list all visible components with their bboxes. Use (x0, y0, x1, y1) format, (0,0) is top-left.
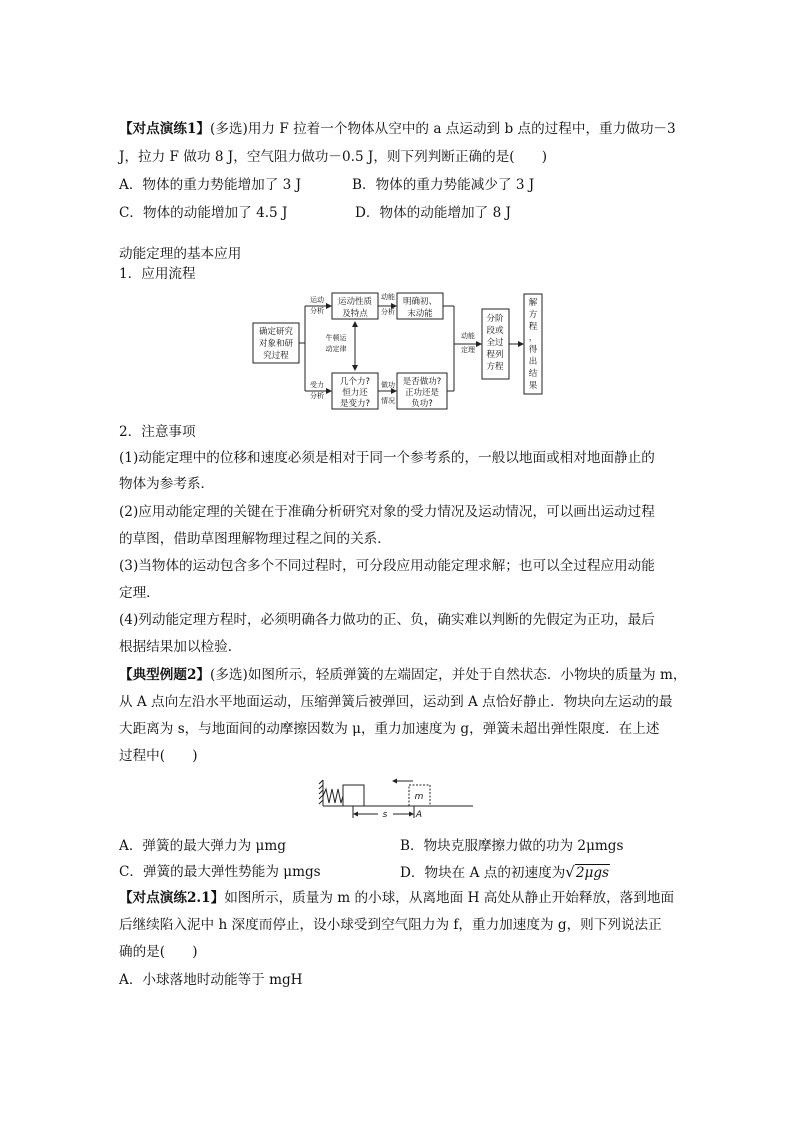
box-eq-l2: 段或 (486, 326, 504, 336)
box-object-l3: 究过程 (263, 351, 289, 361)
box-solve-c3: 程 (528, 322, 538, 332)
ex2-option-b: B．物块克服摩擦力做的功为 2μmgs (400, 838, 624, 854)
box-solve-c5: 得 (528, 345, 538, 355)
box-motion-l2: 及特点 (342, 309, 368, 319)
ex2-option-a: A．弹簧的最大弹力为 μmg (119, 838, 286, 854)
q21-option-a: A．小球落地时动能等于 mgH (119, 972, 303, 988)
q21-line3: 确的是( ) (119, 944, 198, 960)
box-solve (524, 294, 542, 394)
q21-line1 (119, 888, 674, 908)
spring (323, 789, 343, 803)
note4-line1: (4)列动能定理方程时，必须明确各力做功的正、负，确实难以判断的先假定为正功，最后 (119, 612, 655, 628)
note2-line1: (2)应用动能定理的关键在于准确分析研究对象的受力情况及运动情况，可以画出运动过程 (119, 504, 655, 520)
label-work-l2: 情况 (381, 397, 395, 405)
ex2-line4: 过程中( ) (119, 748, 198, 764)
box-solve-c6: 出 (528, 357, 538, 367)
label-force-l2: 分析 (310, 392, 324, 400)
box-solve-c7: 结 (528, 369, 538, 379)
q1-option-b: B．物体的重力势能减少了 3 J (352, 177, 535, 193)
ex2-line1 (119, 665, 686, 685)
fig-distance-label: s (382, 810, 388, 820)
box-solve-c2: 方 (528, 310, 538, 320)
box-eq-l3: 全过 (486, 338, 504, 348)
q1-line2: J，拉力 F 做功 8 J，空气阻力做功－0.5 J，则下列判断正确的是( ) (119, 149, 548, 165)
sqrt-icon: √ (565, 863, 575, 881)
spring-figure (318, 776, 476, 826)
box-solve-c8: 果 (528, 381, 538, 391)
box-solve-c4: ， (528, 333, 538, 343)
label-motion-l1: 运动 (310, 296, 324, 304)
label-force-l1: 受力 (310, 381, 324, 389)
ex2-option-d-text: D．物块在 A 点的初速度为 (400, 865, 566, 881)
flowchart (250, 290, 550, 415)
box-force-l1: 几个力? (339, 377, 371, 387)
box-motion-l1: 运动性质 (337, 297, 373, 307)
q1-option-a: A．物体的重力势能增加了 3 J (119, 177, 302, 193)
label-work-l1: 做功 (381, 381, 395, 389)
note1-line2: 物体为参考系． (119, 476, 215, 492)
ex2-option-d (400, 862, 610, 883)
label-theorem-l2: 定理 (461, 346, 475, 354)
box-work-l2: 正功还是 (404, 388, 440, 398)
note2-line2: 的草图，借助草图理解物理过程之间的关系． (119, 531, 391, 547)
wall-hatch (319, 780, 323, 804)
box-kinetic-l2: 末动能 (407, 309, 433, 319)
label-theorem-l1: 动能 (461, 332, 475, 340)
label-newton-l2: 动定律 (325, 345, 347, 353)
fig-mass-label: m (414, 792, 424, 802)
ex2-line2: 从 A 点向左沿水平地面运动，压缩弹簧后被弹回，运动到 A 点恰好静止．物块向左运动的最 (119, 694, 673, 710)
q1-text1: (多选)用力 F 拉着一个物体从空中的 a 点运动到 b 点的过程中，重力做功－3 (210, 121, 676, 137)
box-object-l1: 确定研究 (258, 327, 294, 337)
block-left (343, 785, 364, 806)
label-newton-l1: 牛顿运 (325, 334, 347, 342)
box-eq-l5: 方程 (486, 362, 504, 372)
ex2-tag: 【典型例题2】 (119, 667, 211, 683)
section-sub2: 2．注意事项 (119, 424, 196, 440)
box-work-l1: 是否做功? (402, 377, 442, 387)
ex2-line3: 大距离为 s，与地面间的动摩擦因数为 μ，重力加速度为 g，弹簧未超出弹性限度．在上述 (119, 721, 660, 737)
label-motion-l2: 分析 (310, 307, 324, 315)
box-kinetic-l1: 明确初、 (402, 297, 438, 307)
section-title: 动能定理的基本应用 (119, 246, 242, 262)
label-ke-l2: 分析 (381, 308, 395, 316)
q21-text1: 如图所示，质量为 m 的小球，从离地面 H 高处从静止开始释放，落到地面 (224, 890, 675, 906)
ex2-option-c: C．弹簧的最大弹性势能为 μmgs (119, 864, 321, 880)
note1-line1: (1)动能定理中的位移和速度必须是相对于同一个参考系的，一般以地面或相对地面静止的 (119, 450, 655, 466)
note3-line2: 定理． (119, 585, 160, 601)
note3-line1: (3)当物体的运动包含多个不同过程时，可分段应用动能定理求解；也可以全过程应用动能 (119, 558, 655, 574)
q1-option-d: D．物体的动能增加了 8 J (355, 205, 511, 221)
section-sub1: 1．应用流程 (119, 266, 196, 282)
box-eq-l1: 分阶 (486, 314, 504, 324)
box-work-l3: 负功? (411, 399, 433, 409)
label-ke-l1: 动能 (381, 293, 395, 301)
box-solve-c1: 解 (528, 298, 538, 308)
ex2-text1: (多选)如图所示，轻质弹簧的左端固定，并处于自然状态．小物块的质量为 m， (210, 667, 687, 683)
ex2-option-d-radicand: 2μgs (575, 865, 610, 881)
box-force-l3: 是变力? (339, 399, 371, 409)
q1-line1 (119, 119, 676, 139)
q1-tag: 【对点演练1】 (119, 121, 211, 137)
q1-option-c: C．物体的动能增加了 4.5 J (119, 205, 288, 221)
box-object-l2: 对象和研 (258, 339, 294, 349)
fig-point-a-label: A (415, 810, 423, 820)
q21-line2: 后继续陷入泥中 h 深度而停止，设小球受到空气阻力为 f，重力加速度为 g，则下列说法正 (119, 917, 662, 933)
box-eq-l4: 程列 (486, 350, 504, 360)
note4-line2: 根据结果加以检验． (119, 639, 242, 655)
q21-tag: 【对点演练2.1】 (119, 890, 225, 906)
box-force-l2: 恒力还 (342, 388, 368, 398)
